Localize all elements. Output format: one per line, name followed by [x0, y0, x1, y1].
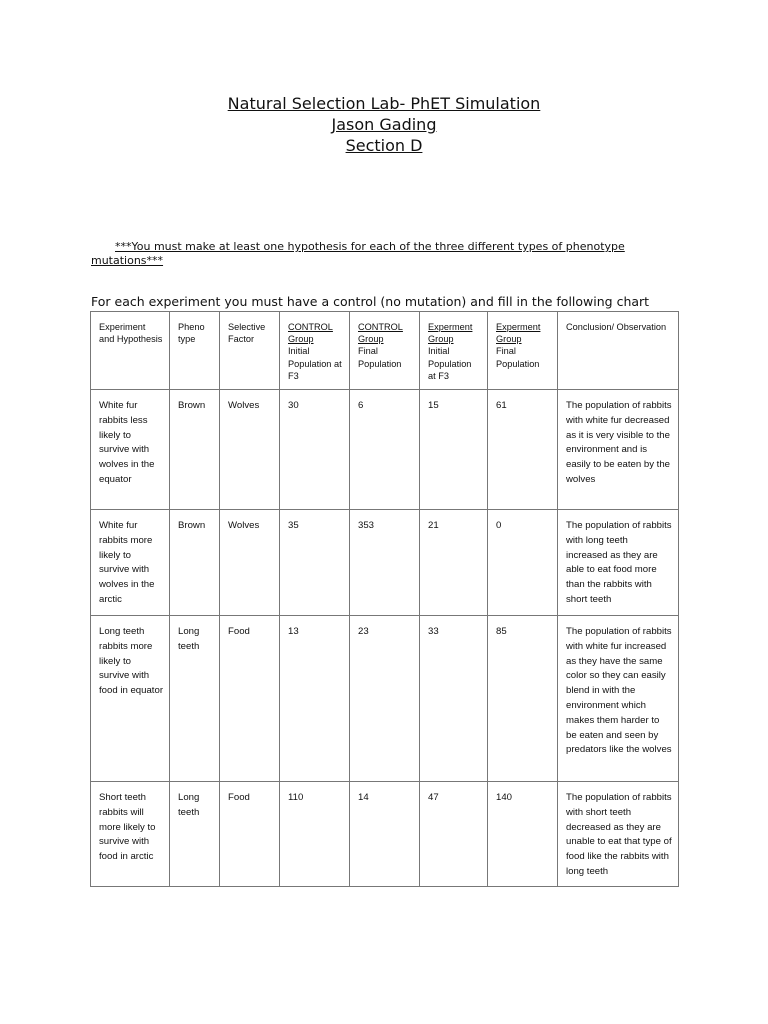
- cell-selective-factor: Food: [220, 616, 280, 782]
- table-row: [91, 510, 679, 616]
- header-experiment-final-label: Final Population: [496, 346, 540, 369]
- cell-phenotype: Long teeth: [170, 616, 220, 782]
- cell-phenotype: Long teeth: [170, 782, 220, 887]
- cell-experiment-initial: 47: [420, 782, 488, 887]
- cell-selective-factor: Wolves: [220, 510, 280, 616]
- header-phenotype: Pheno type: [170, 312, 220, 390]
- cell-selective-factor: Wolves: [220, 390, 280, 510]
- cell-control-final: 14: [350, 782, 420, 887]
- cell-experiment-final: 140: [488, 782, 558, 887]
- header-control-final: [350, 312, 420, 390]
- cell-conclusion: The population of rabbits with long teeth increased as they are able to eat food more than the rabbits with short teeth: [558, 510, 679, 616]
- hypothesis-instruction: ***You must make at least one hypothesis for each of the three different types of phenotype mutations***: [91, 240, 625, 267]
- table-row: [91, 616, 679, 782]
- header-experiment: Experiment and Hypothesis: [91, 312, 170, 390]
- header-control-final-label: Final Population: [358, 346, 402, 369]
- cell-control-initial: 13: [280, 616, 350, 782]
- header-experiment-final: [488, 312, 558, 390]
- cell-hypothesis: White fur rabbits more likely to survive with wolves in the arctic: [91, 510, 170, 616]
- header-control-final-group: CONTROL Group: [358, 322, 403, 345]
- cell-experiment-initial: 21: [420, 510, 488, 616]
- header-control-initial-group: CONTROL Group: [288, 322, 333, 345]
- cell-control-initial: 30: [280, 390, 350, 510]
- cell-hypothesis: White fur rabbits less likely to survive with wolves in the equator: [91, 390, 170, 510]
- table-row: [91, 782, 679, 887]
- cell-control-final: 6: [350, 390, 420, 510]
- cell-hypothesis: Long teeth rabbits more likely to survive with food in equator: [91, 616, 170, 782]
- table-header-row: [91, 312, 679, 390]
- cell-conclusion: The population of rabbits with short teeth decreased as they are unable to eat that type of food like the rabbits with long teeth: [558, 782, 679, 887]
- table-row: [91, 390, 679, 510]
- cell-control-initial: 35: [280, 510, 350, 616]
- cell-selective-factor: Food: [220, 782, 280, 887]
- title-line-section: Section D: [345, 136, 423, 155]
- header-control-initial-label: Initial Population at F3: [288, 346, 342, 381]
- title-line-lab: Natural Selection Lab- PhET Simulation: [227, 94, 541, 113]
- cell-experiment-final: 61: [488, 390, 558, 510]
- cell-experiment-initial: 33: [420, 616, 488, 782]
- cell-control-final: 353: [350, 510, 420, 616]
- cell-experiment-final: 0: [488, 510, 558, 616]
- header-experiment-initial-label: Initial Population at F3: [428, 346, 472, 381]
- results-table: [90, 311, 679, 887]
- cell-phenotype: Brown: [170, 390, 220, 510]
- title-line-author: Jason Gading: [331, 115, 437, 134]
- chart-intro-text: For each experiment you must have a control (no mutation) and fill in the following chart: [91, 294, 650, 309]
- header-experiment-initial-group: Experment Group: [428, 322, 473, 345]
- header-control-initial: [280, 312, 350, 390]
- cell-control-initial: 110: [280, 782, 350, 887]
- cell-experiment-initial: 15: [420, 390, 488, 510]
- cell-hypothesis: Short teeth rabbits will more likely to survive with food in arctic: [91, 782, 170, 887]
- header-experiment-final-group: Experment Group: [496, 322, 541, 345]
- cell-conclusion: The population of rabbits with white fur decreased as it is very visible to the environment and is easily to be eaten by the wolves: [558, 390, 679, 510]
- cell-control-final: 23: [350, 616, 420, 782]
- cell-experiment-final: 85: [488, 616, 558, 782]
- cell-conclusion: The population of rabbits with white fur increased as they have the same color so they can easily blend in with the environment which makes them harder to be eaten and seen by predators like the wolves: [558, 616, 679, 782]
- header-experiment-initial: [420, 312, 488, 390]
- cell-phenotype: Brown: [170, 510, 220, 616]
- document-title: [0, 93, 768, 156]
- header-conclusion: Conclusion/ Observation: [558, 312, 679, 390]
- header-selective-factor: Selective Factor: [220, 312, 280, 390]
